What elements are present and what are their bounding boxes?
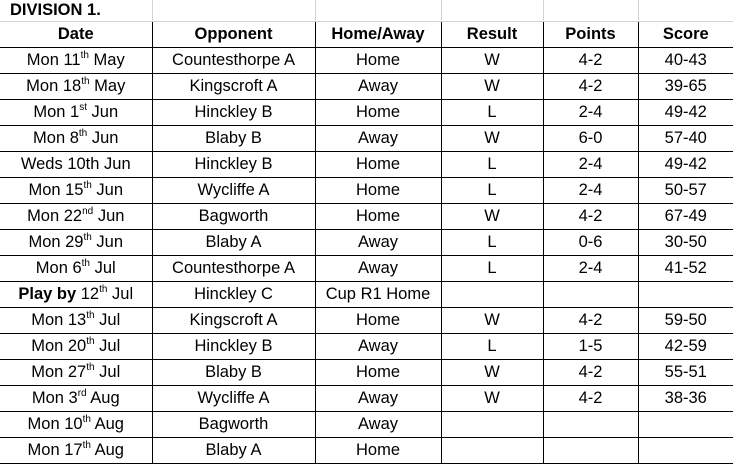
home-away-cell: Away [315,334,441,360]
date-day: Mon 13 [31,311,87,329]
points-cell: 4-2 [543,386,638,412]
date-ordinal-suffix: th [82,414,91,425]
points-cell [543,438,638,464]
points-cell: 4-2 [543,360,638,386]
score-cell: 50-57 [638,178,733,204]
date-month: Jul [94,337,121,355]
home-away-cell: Home [315,360,441,386]
score-cell [638,438,733,464]
result-cell [441,282,543,308]
table-row [0,204,733,230]
date-ordinal-suffix: th [83,232,92,243]
empty-cell [152,0,315,22]
points-cell: 2-4 [543,152,638,178]
opponent-cell: Hinckley C [152,282,315,308]
home-away-cell: Home [315,308,441,334]
points-cell [543,412,638,438]
date-cell [0,256,152,282]
table-row [0,412,733,438]
table-row [0,438,733,464]
result-cell [441,412,543,438]
opponent-cell: Hinckley B [152,152,315,178]
table-row [0,152,733,178]
date-ordinal-suffix: th [81,258,90,269]
date-cell [0,100,152,126]
points-cell: 4-2 [543,204,638,230]
score-cell: 49-42 [638,100,733,126]
date-ordinal-suffix: nd [82,206,94,217]
header-home-away: Home/Away [315,22,441,48]
score-cell: 41-52 [638,256,733,282]
date-month: Jul [90,259,116,277]
home-away-cell: Home [315,152,441,178]
date-cell [0,282,152,308]
date-ordinal-suffix: th [86,362,95,373]
date-day: Mon 10 [27,415,83,433]
table-row [0,282,733,308]
opponent-cell: Bagworth [152,412,315,438]
date-month: Jul [94,363,121,381]
opponent-cell: Kingscroft A [152,308,315,334]
score-cell: 59-50 [638,308,733,334]
date-month: Jul [94,311,121,329]
date-day: Play by [18,285,77,303]
opponent-cell: Countesthorpe A [152,48,315,74]
empty-cell [315,0,441,22]
result-cell: W [441,308,543,334]
table-row [0,230,733,256]
opponent-cell: Blaby B [152,360,315,386]
date-month: Jun [91,181,124,199]
points-cell: 6-0 [543,126,638,152]
date-month: Aug [90,415,124,433]
result-cell: L [441,152,543,178]
table-row [0,334,733,360]
date-ordinal-suffix: st [79,102,87,113]
date-ordinal-suffix: th [78,128,88,139]
date-day: Mon 29 [28,233,84,251]
points-cell: 4-2 [543,74,638,100]
home-away-cell: Away [315,74,441,100]
opponent-cell: Hinckley B [152,334,315,360]
result-cell: W [441,48,543,74]
score-cell: 30-50 [638,230,733,256]
division-title: DIVISION 1. [0,0,152,22]
home-away-cell: Away [315,386,441,412]
score-cell: 42-59 [638,334,733,360]
score-cell: 57-40 [638,126,733,152]
date-month: Jul [107,285,134,303]
opponent-cell: Blaby A [152,438,315,464]
home-away-cell: Home [315,438,441,464]
date-day: Mon 22 [27,207,83,225]
home-away-cell: Away [315,126,441,152]
score-cell: 38-36 [638,386,733,412]
points-cell: 2-4 [543,256,638,282]
opponent-cell: Blaby A [152,230,315,256]
date-ordinal-suffix: rd [77,388,87,399]
score-cell [638,282,733,308]
date-ordinal-suffix: th [86,336,95,347]
date-day: Weds 10th Jun [20,155,131,173]
header-score: Score [638,22,733,48]
date-month: Aug [86,389,120,407]
home-away-cell: Home [315,48,441,74]
opponent-cell: Hinckley B [152,100,315,126]
date-ordinal-suffix: th [81,76,90,87]
home-away-cell: Away [315,256,441,282]
result-cell: W [441,74,543,100]
points-cell: 4-2 [543,48,638,74]
date-day: Mon 27 [31,363,87,381]
opponent-cell: Kingscroft A [152,74,315,100]
points-cell: 4-2 [543,308,638,334]
home-away-cell: Away [315,230,441,256]
points-cell: 1-5 [543,334,638,360]
date-month: Jun [91,233,124,251]
points-cell: 0-6 [543,230,638,256]
result-cell: W [441,386,543,412]
header-opponent: Opponent [152,22,315,48]
date-cell [0,360,152,386]
table-row [0,48,733,74]
score-cell: 55-51 [638,360,733,386]
date-day: Mon 1 [33,103,80,121]
date-day: Mon 18 [26,77,82,95]
date-cell [0,152,152,178]
date-day: Mon 6 [35,259,82,277]
date-day-number: 12 [76,285,100,303]
date-cell [0,126,152,152]
points-cell: 2-4 [543,100,638,126]
date-cell [0,438,152,464]
empty-cell [638,0,733,22]
date-day: Mon 11 [26,51,81,69]
table-row [0,100,733,126]
table-row [0,74,733,100]
opponent-cell: Bagworth [152,204,315,230]
date-month: Jun [87,129,119,147]
date-cell [0,74,152,100]
opponent-cell: Wycliffe A [152,386,315,412]
table-row [0,308,733,334]
result-cell [441,438,543,464]
title-row [0,0,733,22]
date-cell [0,386,152,412]
home-away-cell: Home [315,100,441,126]
date-cell [0,48,152,74]
header-points: Points [543,22,638,48]
opponent-cell: Countesthorpe A [152,256,315,282]
date-cell [0,308,152,334]
date-ordinal-suffix: th [86,310,95,321]
empty-cell [543,0,638,22]
score-cell: 67-49 [638,204,733,230]
score-cell [638,412,733,438]
result-cell: L [441,334,543,360]
date-cell [0,204,152,230]
date-ordinal-suffix: th [82,440,91,451]
table-row [0,360,733,386]
opponent-cell: Wycliffe A [152,178,315,204]
table-row [0,256,733,282]
header-row [0,22,733,48]
result-cell: L [441,256,543,282]
date-cell [0,230,152,256]
result-cell: W [441,360,543,386]
date-day: Mon 17 [27,441,83,459]
home-away-cell: Cup R1 Home [315,282,441,308]
points-cell [543,282,638,308]
header-result: Result [441,22,543,48]
score-cell: 40-43 [638,48,733,74]
score-cell: 49-42 [638,152,733,178]
date-cell [0,178,152,204]
result-cell: L [441,178,543,204]
header-date: Date [0,22,152,48]
table-row [0,178,733,204]
date-month: Jun [93,207,125,225]
date-cell [0,412,152,438]
date-day: Mon 15 [28,181,84,199]
date-month: Aug [90,441,124,459]
date-cell [0,334,152,360]
score-cell: 39-65 [638,74,733,100]
table-row [0,386,733,412]
empty-cell [441,0,543,22]
table-row [0,126,733,152]
home-away-cell: Home [315,204,441,230]
result-cell: L [441,100,543,126]
opponent-cell: Blaby B [152,126,315,152]
home-away-cell: Away [315,412,441,438]
date-ordinal-suffix: th [99,284,108,295]
result-cell: W [441,126,543,152]
date-day: Mon 3 [31,389,78,407]
home-away-cell: Home [315,178,441,204]
result-cell: L [441,230,543,256]
date-day: Mon 20 [31,337,87,355]
points-cell: 2-4 [543,178,638,204]
result-cell: W [441,204,543,230]
date-ordinal-suffix: th [83,180,92,191]
date-month: May [89,77,126,95]
date-ordinal-suffix: th [80,50,89,61]
date-month: May [88,51,125,69]
date-day: Mon 8 [33,129,79,147]
date-month: Jun [86,103,119,121]
